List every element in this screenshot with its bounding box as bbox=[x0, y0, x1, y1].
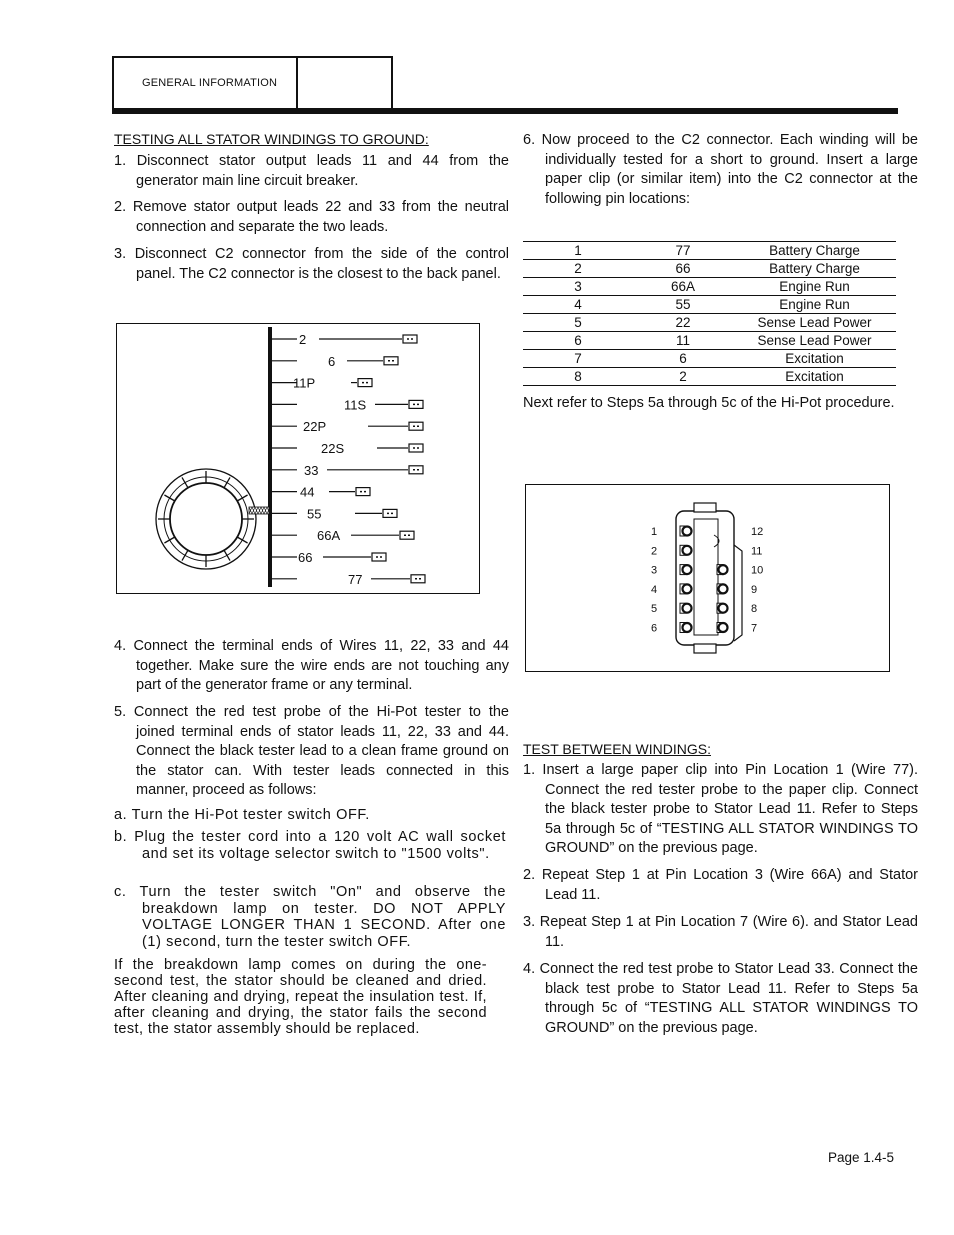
connector-pin bbox=[717, 623, 757, 635]
stator-lead bbox=[272, 528, 414, 543]
next-refer-text: Next refer to Steps 5a through 5c of the Hi-Pot procedure. bbox=[523, 395, 895, 411]
wire-cell: 6 bbox=[633, 350, 733, 368]
wire-cell: 66A bbox=[633, 278, 733, 296]
lead-terminal-icon bbox=[383, 509, 397, 517]
connector-pin bbox=[651, 526, 692, 538]
pin-number-label: 2 bbox=[651, 545, 658, 558]
lead-label: 66A bbox=[317, 528, 341, 544]
connector-pin bbox=[651, 545, 692, 557]
pin-table-row bbox=[523, 278, 896, 296]
page-number: Page 1.4-5 bbox=[827, 1150, 894, 1165]
stator-lead bbox=[272, 463, 423, 478]
stator-outer-ring bbox=[156, 469, 256, 569]
lead-label: 33 bbox=[304, 462, 319, 478]
pin-number-label: 5 bbox=[651, 603, 658, 616]
header-section-label: GENERAL INFORMATION bbox=[142, 77, 278, 89]
connector-pin bbox=[717, 565, 763, 577]
step-4: 4. Connect the terminal ends of Wires 11, 22, 33 and 44 together. Make sure the wire ends are not touching any part of the generator frame or any terminal. bbox=[114, 638, 509, 693]
lead-terminal-icon bbox=[409, 444, 423, 452]
stator-lead bbox=[272, 485, 370, 500]
pin-number-label: 12 bbox=[751, 526, 764, 538]
stator-lead bbox=[272, 354, 398, 369]
section-heading-between-windings: TEST BETWEEN WINDINGS: bbox=[523, 741, 711, 757]
pin-cell: 3 bbox=[523, 278, 633, 296]
lead-harness-cable bbox=[249, 507, 270, 514]
lead-label: 6 bbox=[328, 353, 336, 369]
header-rule bbox=[112, 108, 898, 114]
stator-leads-figure bbox=[116, 323, 480, 594]
winding-step-1: 1. Insert a large paper clip into Pin Location 1 (Wire 77). Connect the red tester probe to the paper clip. Connect the black tester probe to Stator Lead 11. Refer to Steps 5a through 5c of “TESTING ALL STATOR WINDINGS TO GROUND” on the previous page. bbox=[523, 762, 918, 856]
pin-table-row bbox=[523, 260, 896, 278]
pin-table-row bbox=[523, 350, 896, 368]
stator-slot bbox=[164, 495, 174, 501]
function-cell: Engine Run bbox=[733, 296, 896, 314]
step-2: 2. Remove stator output leads 22 and 33 from the neutral connection and separate the two leads. bbox=[114, 199, 509, 235]
pin-cell: 4 bbox=[523, 296, 633, 314]
header-section-box bbox=[112, 56, 298, 108]
lead-terminal-icon bbox=[403, 335, 417, 343]
winding-step-3: 3. Repeat Step 1 at Pin Location 7 (Wire 6). and Stator Lead 11. bbox=[523, 914, 918, 950]
winding-step-2: 2. Repeat Step 1 at Pin Location 3 (Wire 66A) and Stator Lead 11. bbox=[523, 867, 918, 903]
pin-number-label: 7 bbox=[751, 622, 758, 635]
lead-terminal-icon bbox=[409, 422, 423, 430]
pin-table-row bbox=[523, 296, 896, 314]
pin-number-label: 3 bbox=[651, 564, 658, 577]
pin-table-row bbox=[523, 314, 896, 332]
header-blank-box bbox=[298, 56, 393, 108]
stator-slot bbox=[164, 537, 174, 543]
connector-pin bbox=[651, 565, 692, 577]
pin-number-label: 11 bbox=[751, 545, 763, 558]
wire-cell: 77 bbox=[633, 242, 733, 260]
breakdown-note: If the breakdown lamp comes on during the one-second test, the stator should be cleaned and dried. After cleaning and drying, repeat the insulation test. If, after cleaning and drying, the stator fails the second test, the stator assembly should be replaced. bbox=[114, 957, 487, 1037]
wire-cell: 55 bbox=[633, 296, 733, 314]
stator-leads-diagram bbox=[117, 324, 481, 595]
pin-number-label: 4 bbox=[651, 583, 658, 596]
stator-mid-ring bbox=[164, 477, 248, 561]
stator-lead bbox=[272, 441, 423, 456]
lead-label: 44 bbox=[300, 484, 315, 500]
lead-label: 55 bbox=[307, 506, 322, 522]
lead-terminal-icon bbox=[384, 357, 398, 365]
stator-lead bbox=[272, 550, 386, 565]
pin-cell: 8 bbox=[523, 368, 633, 386]
lead-terminal-icon bbox=[372, 553, 386, 561]
lead-terminal-icon bbox=[409, 466, 423, 474]
stator-slot bbox=[237, 537, 247, 543]
lead-label: 77 bbox=[348, 571, 363, 587]
substep-a: a. Turn the Hi-Pot tester switch OFF. bbox=[114, 807, 370, 823]
lead-bus-bar bbox=[268, 327, 272, 587]
lead-label: 11P bbox=[293, 375, 316, 391]
pin-table-row bbox=[523, 368, 896, 386]
pin-number-label: 8 bbox=[751, 603, 758, 616]
winding-step-4: 4. Connect the red test probe to Stator Lead 33. Connect the black test probe to Stator Lead 11. Refer to Steps 5a through 5c of “TESTING ALL STATOR WINDINGS TO GROUND” on the previous page. bbox=[523, 961, 918, 1036]
stator-lead bbox=[272, 572, 425, 587]
function-cell: Battery Charge bbox=[733, 260, 896, 278]
function-cell: Battery Charge bbox=[733, 242, 896, 260]
pin-number-label: 6 bbox=[651, 622, 658, 635]
pin-cell: 1 bbox=[523, 242, 633, 260]
pin-cell: 5 bbox=[523, 314, 633, 332]
substep-c: c. Turn the tester switch "On" and observe the breakdown lamp on tester. DO NOT APPLY VOLTAGE LONGER THAN 1 SECOND. After one (1) second, turn the tester switch OFF. bbox=[114, 884, 506, 950]
connector-pin bbox=[651, 603, 692, 615]
step-5: 5. Connect the red test probe of the Hi-Pot tester to the joined terminal ends of stator leads 11, 22, 33 and 44. Connect the black tester lead to a clean frame ground on the stator can. With tester leads connected in this manner, proceed as follows: bbox=[114, 704, 509, 798]
function-cell: Sense Lead Power bbox=[733, 314, 896, 332]
lead-terminal-icon bbox=[409, 400, 423, 408]
connector-pin bbox=[751, 526, 763, 538]
connector-pin bbox=[651, 584, 692, 596]
pin-number-label: 1 bbox=[651, 526, 658, 538]
lead-label: 22P bbox=[303, 419, 327, 435]
wire-cell: 11 bbox=[633, 332, 733, 350]
stator-inner-ring bbox=[170, 483, 242, 555]
lead-terminal-icon bbox=[411, 575, 425, 583]
pin-number-label: 10 bbox=[751, 564, 764, 577]
stator-slot bbox=[182, 550, 188, 560]
section-heading-ground-test: TESTING ALL STATOR WINDINGS TO GROUND: bbox=[114, 131, 429, 147]
function-cell: Excitation bbox=[733, 350, 896, 368]
wire-cell: 2 bbox=[633, 368, 733, 386]
lead-label: 22S bbox=[321, 441, 345, 456]
lead-terminal-icon bbox=[356, 488, 370, 496]
c2-connector-figure bbox=[525, 484, 890, 672]
connector-pin bbox=[751, 545, 762, 557]
step-1: 1. Disconnect stator output leads 11 and 44 from the generator main line circuit breaker. bbox=[114, 153, 509, 189]
stator-slot bbox=[182, 477, 188, 487]
step-3: 3. Disconnect C2 connector from the side of the control panel. The C2 connector is the closest to the back panel. bbox=[114, 246, 509, 282]
wire-cell: 22 bbox=[633, 314, 733, 332]
stator-lead bbox=[272, 397, 423, 412]
function-cell: Excitation bbox=[733, 368, 896, 386]
lead-terminal-icon bbox=[358, 379, 372, 387]
stator-slot bbox=[224, 550, 230, 560]
stator-lead bbox=[272, 376, 372, 391]
pin-number-label: 9 bbox=[751, 583, 758, 596]
connector-pin bbox=[717, 603, 757, 615]
stator-lead bbox=[272, 506, 397, 521]
pin-cell: 6 bbox=[523, 332, 633, 350]
wire-cell: 66 bbox=[633, 260, 733, 278]
connector-pin bbox=[717, 584, 757, 596]
pin-cell: 2 bbox=[523, 260, 633, 278]
stator-lead bbox=[272, 332, 417, 347]
lead-terminal-icon bbox=[400, 531, 414, 539]
lead-label: 66 bbox=[298, 550, 313, 565]
stator-slot bbox=[224, 477, 230, 487]
pin-location-table bbox=[523, 241, 896, 386]
pin-table-row bbox=[523, 242, 896, 260]
stator-lead bbox=[272, 419, 423, 434]
function-cell: Engine Run bbox=[733, 278, 896, 296]
c2-connector-diagram bbox=[526, 485, 891, 673]
lead-label: 11S bbox=[344, 397, 367, 413]
pin-table-row bbox=[523, 332, 896, 350]
step-6: 6. Now proceed to the C2 connector. Each winding will be individually tested for a short to ground. Insert a large paper clip (or similar item) into the C2 connector at the following pin locations: bbox=[523, 132, 918, 207]
connector-pin bbox=[651, 623, 692, 635]
pin-cell: 7 bbox=[523, 350, 633, 368]
stator-slot bbox=[237, 495, 247, 501]
substep-b: b. Plug the tester cord into a 120 volt AC wall socket and set its voltage selector switch to "1500 volts". bbox=[114, 829, 506, 862]
function-cell: Sense Lead Power bbox=[733, 332, 896, 350]
lead-label: 2 bbox=[299, 332, 307, 347]
